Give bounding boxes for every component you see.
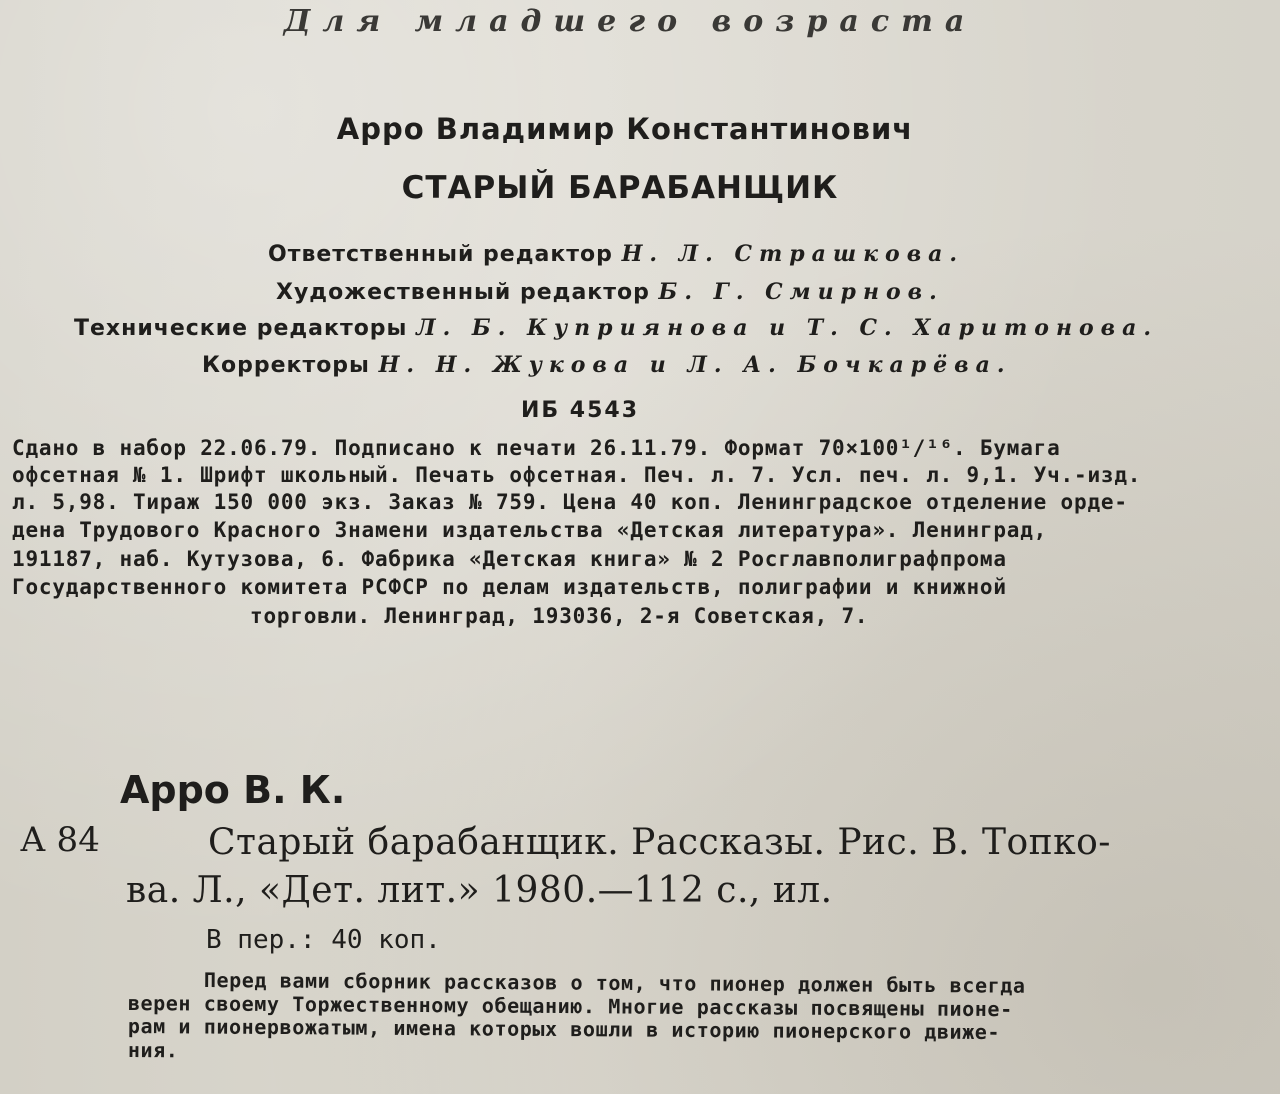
imprint-line: Государственного комитета РСФСР по делам издательств, полиграфии и книжной [12,575,1007,599]
catalog-author: Арро В. К. [120,768,346,812]
annotation-line: рам и пионервожатым, имена которых вошли в историю пионерского движе- [127,1014,1001,1045]
credit-technical-editors [74,315,1158,341]
imprint-line: торговли. Ленинград, 193036, 2-я Советская, 7. [250,604,869,628]
catalog-description-line: Старый барабанщик. Рассказы. Рис. В. Топко- [208,822,1111,863]
imprint-line: офсетная № 1. Шрифт школьный. Печать офсетная. Печ. л. 7. Усл. печ. л. 9,1. Уч.-изд. [12,463,1142,487]
imprint-line: 191187, наб. Кутузова, 6. Фабрика «Детская книга» № 2 Росглавполиграфпрома [12,547,1007,571]
ib-number: ИБ 4543 [520,398,640,423]
credit-name: Н. Н. Жукова и Л. А. Бочкарёва. [378,352,1012,378]
catalog-price: В пер.: 40 коп. [206,925,441,955]
annotation-line: верен своему Торжественному обещанию. Многие рассказы посвящены пионе- [127,991,1013,1022]
credit-art-editor [276,279,944,305]
author-full-name: Арро Владимир Константинович [336,112,914,146]
imprint-line: л. 5,98. Тираж 150 000 экз. Заказ № 759. Цена 40 коп. Ленинградское отделение орде- [12,490,1128,514]
credit-role: Технические редакторы [74,316,408,341]
catalog-code: А 84 [20,820,100,860]
annotation-line: ния. [127,1038,179,1063]
credit-name: Л. Б. Куприянова и Т. С. Харитонова. [416,315,1159,341]
imprint-line: дена Трудового Красного Знамени издательства «Детская литература». Ленинград, [12,518,1048,542]
annotation-line: Перед вами сборник рассказов о том, что пионер должен быть всегда [203,968,1026,998]
credit-name: Н. Л. Страшкова. [621,241,965,267]
credit-proofreaders [202,352,1012,378]
age-label: Для младшего возраста [283,4,977,39]
book-title: СТАРЫЙ БАРАБАНЩИК [401,170,839,206]
imprint-line: Сдано в набор 22.06.79. Подписано к печати 26.11.79. Формат 70×100¹/¹⁶. Бумага [12,436,1061,460]
credit-role: Ответственный редактор [268,242,613,267]
credit-role: Корректоры [202,353,370,378]
credit-responsible-editor [268,241,964,267]
credit-name: Б. Г. Смирнов. [658,279,944,305]
catalog-description-line: ва. Л., «Дет. лит.» 1980.—112 с., ил. [126,870,833,911]
credit-role: Художественный редактор [276,280,650,305]
